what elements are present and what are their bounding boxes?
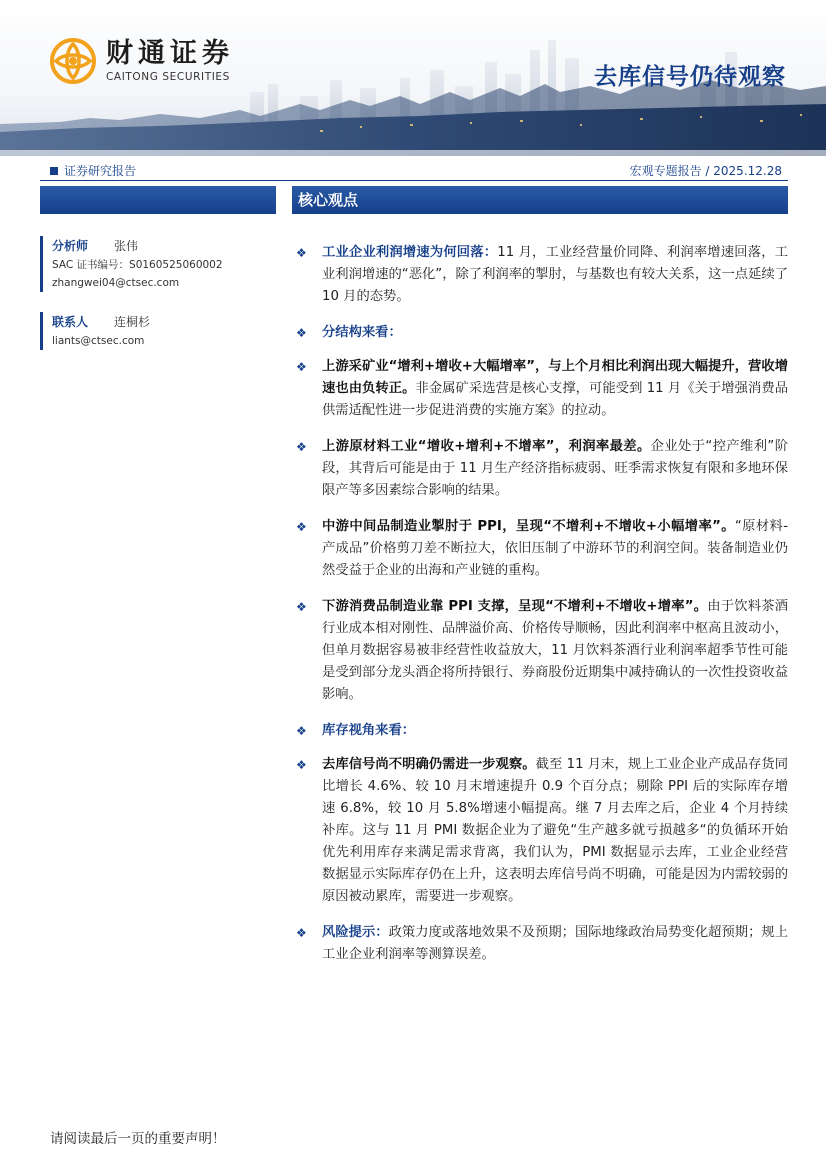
- analyst-sac-number: SAC 证书编号：S0160525060002: [52, 259, 223, 271]
- bullet-body: 企业处于“控产维利”阶段，其背后可能是由于 11 月生产经济指标疲弱、旺季需求恢复有限和多地环保限产等多因素综合影响的结果。: [322, 439, 788, 498]
- diamond-bullet-icon: ❖: [296, 326, 307, 340]
- diamond-bullet-icon: ❖: [296, 724, 307, 738]
- sidebar-header-bar: [40, 186, 276, 214]
- square-bullet-icon: [50, 167, 58, 175]
- bullet-item: [294, 436, 788, 502]
- bullet-item: [294, 922, 788, 966]
- diamond-bullet-icon: ❖: [296, 758, 307, 772]
- analyst-role-label: 分析师: [52, 239, 89, 253]
- bullet-lead: 去库信号尚不明确仍需进一步观察。: [322, 757, 536, 772]
- diamond-bullet-icon: ❖: [296, 440, 307, 454]
- bullet-lead: 风险提示：: [322, 925, 389, 940]
- contact-name: 连桐杉: [114, 315, 151, 329]
- analyst-block: [40, 236, 276, 292]
- contact-role-label: 联系人: [52, 315, 89, 329]
- bullet-item: [294, 754, 788, 908]
- report-date: 2025.12.28: [713, 164, 782, 178]
- report-type: 宏观专题报告: [629, 164, 702, 178]
- diamond-bullet-icon: ❖: [296, 926, 307, 940]
- contact-email[interactable]: liants@ctsec.com: [52, 335, 145, 347]
- bullet-body: 由于饮料茶酒行业成本相对刚性、品牌溢价高、价格传导顺畅，因此利润率中枢高且波动小，但单月数据容易被非经营性收益放大，11 月饮料茶酒行业利润率超季节性可能是受到部分龙头酒企将所持银行、券商股份近期集中减持确认的一次性投资收益影响。: [322, 599, 789, 702]
- bullet-item: [294, 516, 788, 582]
- logo-english-name: CAITONG SECURITIES: [106, 71, 230, 83]
- core-viewpoints: [294, 242, 788, 980]
- company-logo: [50, 38, 234, 84]
- contact-block: [40, 312, 276, 350]
- bullet-item: [294, 242, 788, 308]
- author-sidebar: [40, 236, 276, 370]
- bullet-lead: 库存视角来看：: [322, 723, 416, 738]
- bullet-item: [294, 596, 788, 706]
- section-title: 核心观点: [292, 186, 788, 214]
- bullet-lead: 工业企业利润增速为何回落：: [322, 245, 498, 260]
- bullet-body: 政策力度或落地效果不及预期；国际地缘政治局势变化超预期；规上工业企业利润率等测算误差。: [322, 925, 789, 962]
- diamond-bullet-icon: ❖: [296, 600, 307, 614]
- bullet-lead: 分结构来看：: [322, 325, 402, 340]
- bullet-item: [294, 356, 788, 422]
- bullet-lead: 中游中间品制造业掣肘于 PPI，呈现“不增利+不增收+小幅增率”。: [322, 519, 735, 534]
- report-category-label: 证券研究报告: [64, 164, 137, 178]
- report-title: 去库信号仍待观察: [594, 64, 786, 90]
- bullet-item: [294, 720, 788, 742]
- meta-separator: /: [705, 164, 714, 178]
- analyst-email[interactable]: zhangwei04@ctsec.com: [52, 277, 180, 289]
- logo-chinese-name: 财通证券: [106, 38, 234, 69]
- diamond-bullet-icon: ❖: [296, 246, 307, 260]
- bullet-body: 11 月，工业经营量价同降、利润率增速回落，工业利润增速的“恶化”，除了利润率的掣肘，与基数也有较大关系，这一点延续了 10 月的态势。: [322, 245, 788, 304]
- diamond-bullet-icon: ❖: [296, 360, 307, 374]
- bullet-item: [294, 322, 788, 344]
- bullet-lead: 下游消费品制造业靠 PPI 支撑，呈现“不增利+不增收+增率”。: [322, 599, 708, 614]
- bullet-body: 非金属矿采选营是核心支撑，可能受到 11 月《关于增强消费品供需适配性进一步促进消费的实施方案》的拉动。: [322, 381, 789, 418]
- divider-line: [40, 180, 788, 181]
- diamond-bullet-icon: ❖: [296, 520, 307, 534]
- footer-disclaimer: 请阅读最后一页的重要声明！: [50, 1131, 226, 1147]
- bullet-lead: 上游原材料工业“增收+增利+不增率”，利润率最差。: [322, 439, 651, 454]
- bullet-body: “原材料-产成品”价格剪刀差不断拉大，依旧压制了中游环节的利润空间。装备制造业仍然受益于企业的出海和产业链的重构。: [322, 519, 789, 578]
- bullet-body: 截至 11 月末，规上工业企业产成品存货同比增长 4.6%、较 10 月末增速提升 0.9 个百分点；剔除 PPI 后的实际库存增速 6.8%，较 10 月 5.8%增速小幅提高。继 7 月去库之后，企业 4 个月持续补库。这与 11 月 PMI 数据企业为了避免“生产越多就亏损越多“的负循环开始优先利用库存来满足需求背离，我们认为，PMI 数据显示去库，工业企业经营数据显示实际库存仍在上升，这表明去库信号尚不明确，可能是因为内需较弱的原因被动累库，需要进一步观察。: [322, 757, 789, 904]
- report-category: [50, 162, 136, 179]
- report-header: [0, 0, 826, 156]
- bullet-lead: 上游采矿业“增利+增收+大幅增率”，与上个月相比利润出现大幅提升，营收增速也由负转正。: [322, 359, 788, 396]
- report-type-date: [630, 162, 782, 179]
- caitong-logo-icon: [50, 38, 96, 84]
- analyst-name: 张伟: [114, 239, 139, 253]
